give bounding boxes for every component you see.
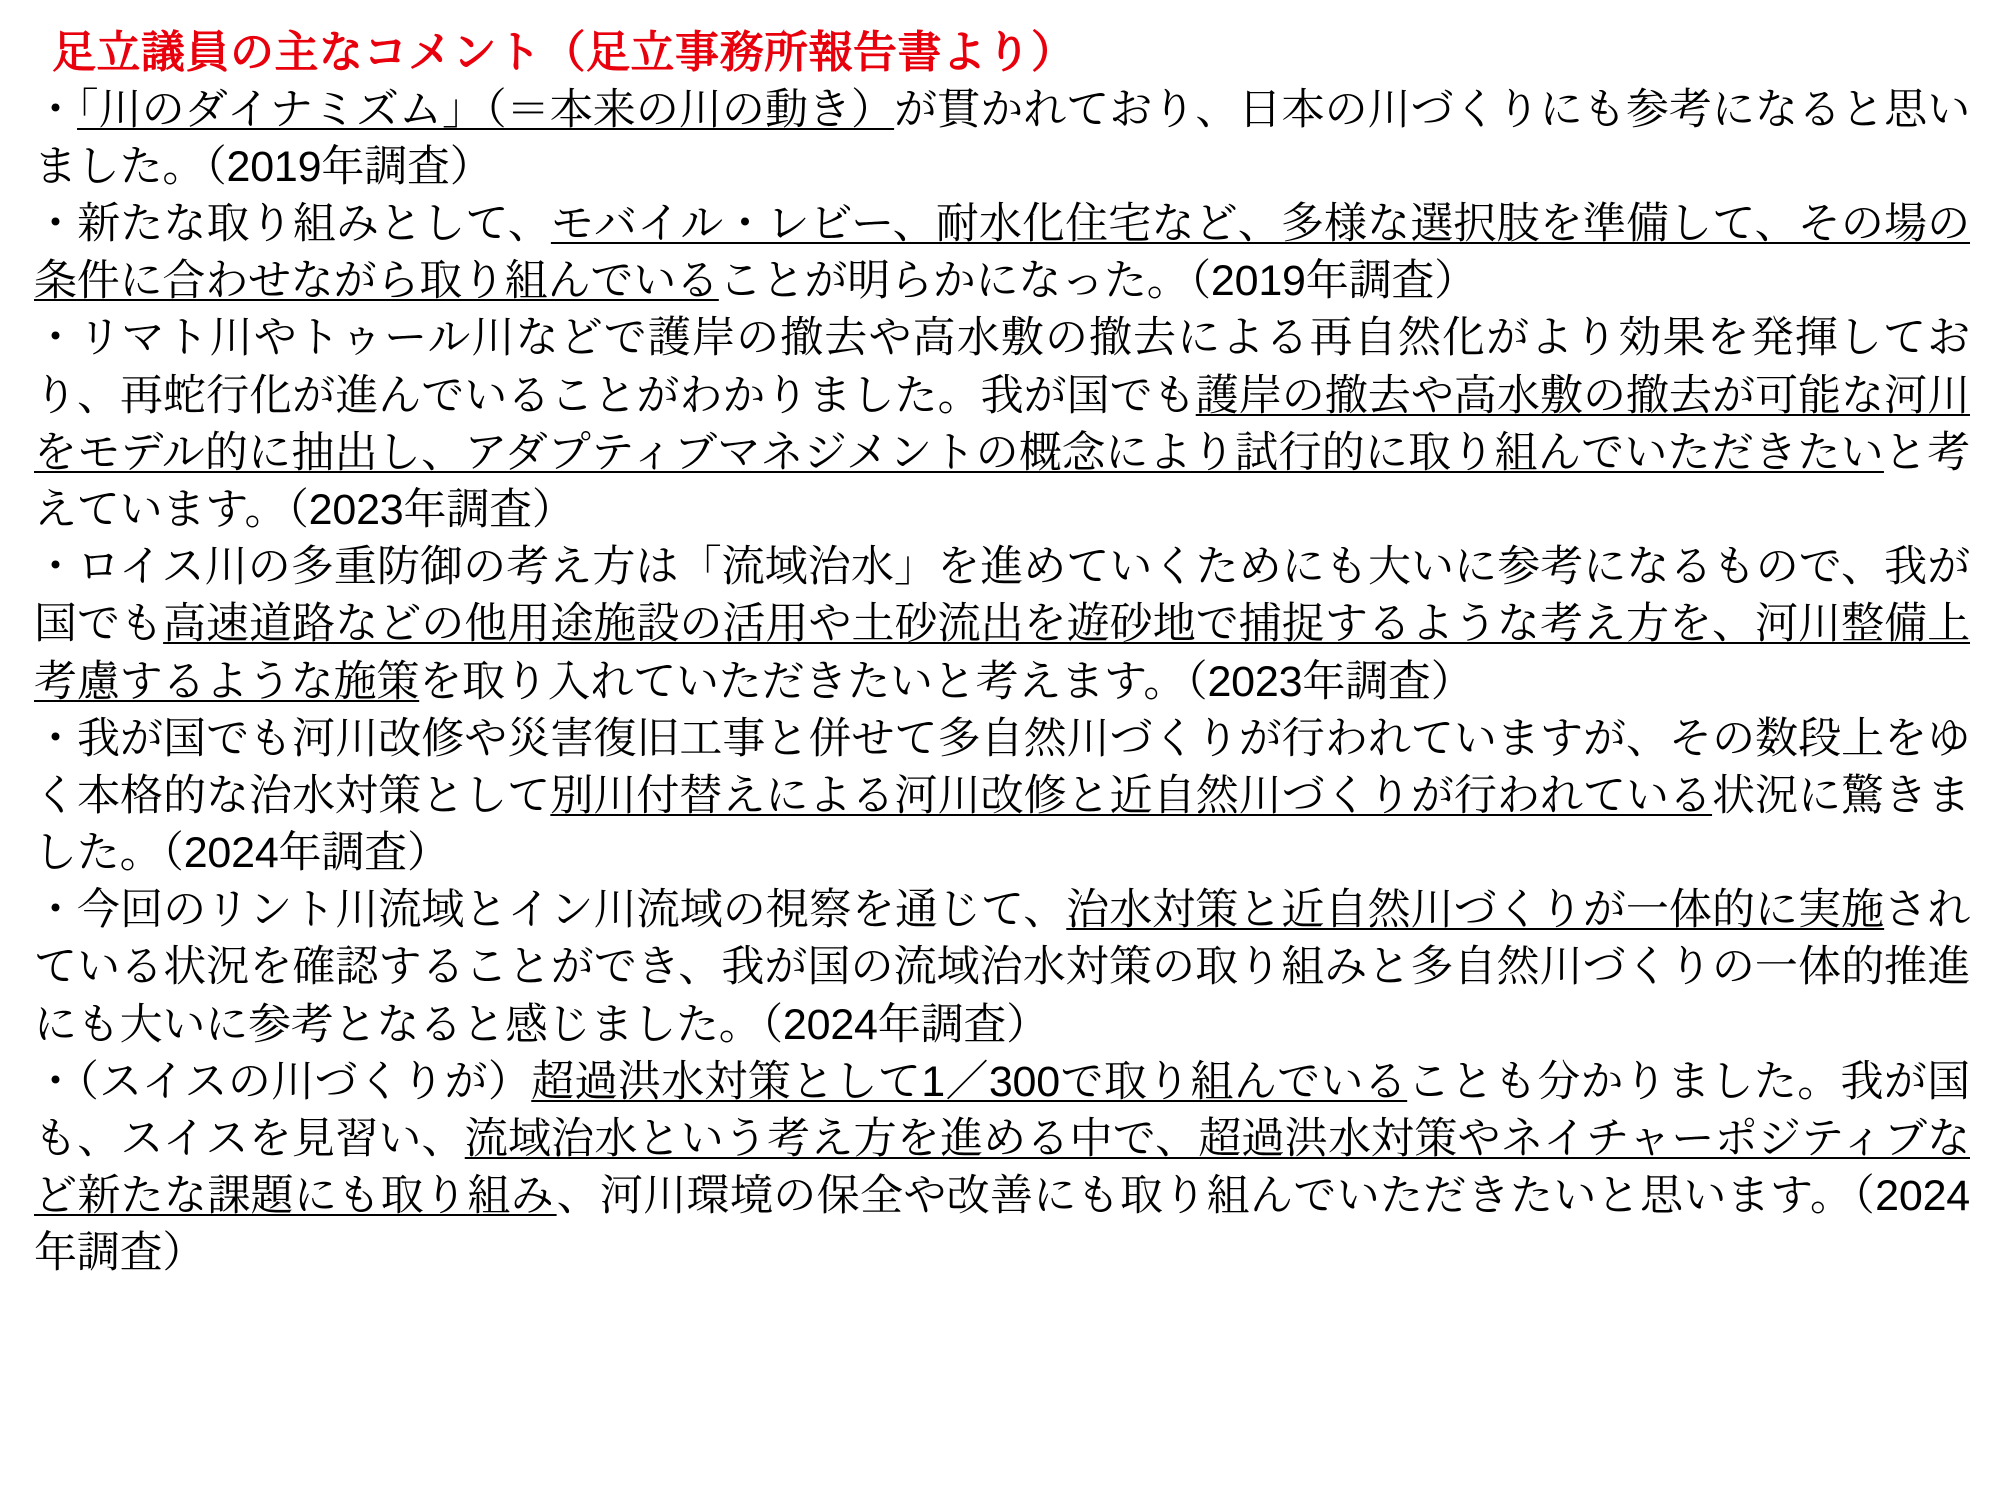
plain-text: ・	[34, 85, 78, 134]
underlined-text: 治水対策と近自然川づくりが一体的に実施	[1066, 886, 1885, 935]
plain-text: ・今回のリント川流域とイン川流域の視察を通じて、	[34, 886, 1067, 935]
underlined-text: 流域治水という考え方を進める中で、超過洪水対策やネイチャーポジティブなど新たな課題にも取り組み	[34, 1115, 1970, 1221]
comment-6	[34, 882, 1970, 1054]
underlined-text: 高速道路などの他用途施設の活用や土砂流出を遊砂地で捕捉するような考え方を、河川整備上考慮するような施策	[34, 600, 1970, 706]
underlined-text: 「川のダイナミズム」（＝本来の川の動き）	[77, 85, 895, 134]
plain-text: が貫かれており、日本の川づくりにも参考になると思いました。（2019年調査）	[34, 85, 1971, 191]
plain-text: を取り入れていただきたいと考えます。（2023年調査）	[419, 657, 1474, 706]
comment-4	[34, 539, 1970, 711]
comment-1	[34, 82, 1970, 196]
comment-2	[34, 196, 1970, 310]
plain-text: ・（スイスの川づくりが）	[34, 1057, 532, 1106]
underlined-text: 別川付替えによる河川改修と近自然川づくりが行われている	[550, 771, 1713, 820]
plain-text: 状況に驚きました。（2024年調査）	[34, 771, 1970, 878]
plain-text: ことも分かりました。我が国も、スイスを見習い、	[34, 1057, 1971, 1164]
plain-text: ・新たな取り組みとして、	[34, 200, 551, 249]
plain-text: ・リマト川やトゥール川などで護岸の撤去や高水敷の撤去による再自然化がより効果を発揮しており、再蛇行化が進んでいることがわかりました。我が国でも	[34, 314, 1970, 420]
plain-text: ・我が国でも河川改修や災害復旧工事と併せて多自然川づくりが行われていますが、その数段上をゆく本格的な治水対策として	[34, 714, 1970, 820]
plain-text: ・ロイス川の多重防御の考え方は「流域治水」を進めていくためにも大いに参考になるもので、我が国でも	[34, 543, 1970, 649]
plain-text: されている状況を確認することができ、我が国の流域治水対策の取り組みと多自然川づくりの一体的推進にも大いに参考となると感じました。（2024年調査）	[34, 886, 1971, 1049]
comment-7	[34, 1054, 1970, 1283]
plain-text: 、河川環境の保全や改善にも取り組んでいただきたいと思います。（2024年調査）	[34, 1172, 1970, 1278]
page-title: 足立議員の主なコメント（足立事務所報告書より）	[52, 28, 1076, 77]
plain-text: と考えています。（2023年調査）	[34, 428, 1970, 534]
plain-text: ことが明らかになった。（2019年調査）	[718, 257, 1477, 306]
underlined-text: 超過洪水対策として1／300で取り組んでいる	[531, 1057, 1408, 1106]
comment-3	[34, 310, 1970, 539]
underlined-text: モバイル・レビー、耐水化住宅など、多様な選択肢を準備して、その場の条件に合わせながら取り組んでいる	[34, 200, 1970, 306]
underlined-text: 護岸の撤去や高水敷の撤去が可能な河川をモデル的に抽出し、アダプティブマネジメントの概念により試行的に取り組んでいただきたい	[34, 371, 1970, 477]
comment-5	[34, 711, 1970, 883]
comment-list	[34, 82, 1970, 1283]
